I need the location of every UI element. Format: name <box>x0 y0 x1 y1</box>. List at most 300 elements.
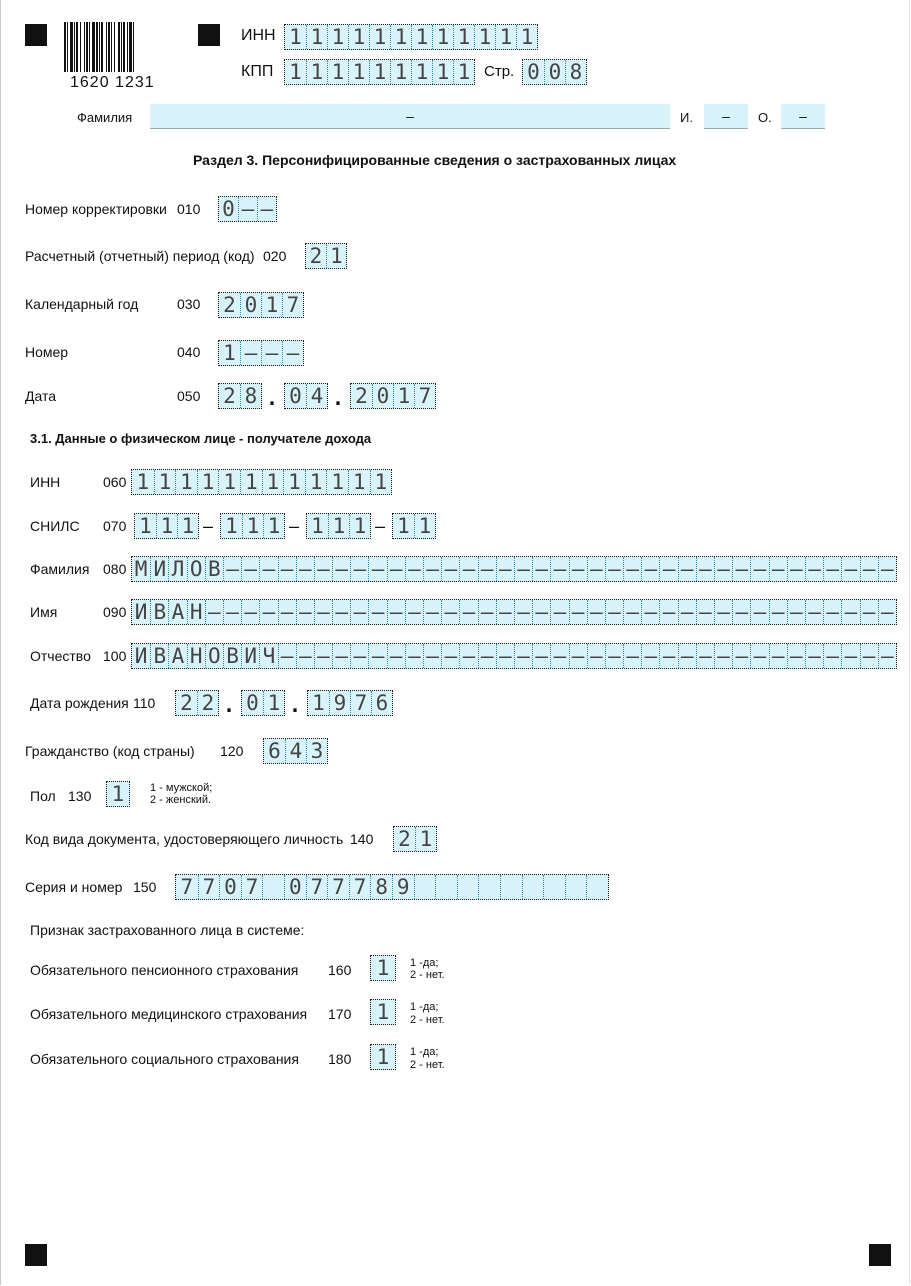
year-code: 030 <box>177 296 201 312</box>
char-cell: – <box>823 644 841 668</box>
snils-group-3[interactable] <box>306 513 371 539</box>
char-cell: – <box>569 600 587 624</box>
snils-group-1[interactable] <box>134 513 199 539</box>
char-cell: – <box>587 644 605 668</box>
char-cell <box>543 875 565 899</box>
char-cell: – <box>750 557 768 581</box>
char-cell: – <box>569 557 587 581</box>
char-cell: – <box>841 557 859 581</box>
char-cell: 2 <box>197 691 218 715</box>
char-cell: – <box>259 557 277 581</box>
char-cell: – <box>587 600 605 624</box>
char-cell: 1 <box>136 470 150 494</box>
char-cell: 1 <box>305 470 327 494</box>
gender-field[interactable] <box>106 781 130 807</box>
name-field[interactable] <box>131 599 897 625</box>
char-cell: – <box>296 644 314 668</box>
char-cell: В <box>223 644 241 668</box>
char-cell: 1 <box>453 60 474 84</box>
char-cell: О <box>205 644 223 668</box>
birthdate-code: 110 <box>133 695 156 711</box>
header-kpp-field[interactable] <box>284 59 475 85</box>
char-cell: 1 <box>348 60 369 84</box>
char-cell: – <box>257 197 276 221</box>
char-cell: – <box>496 557 514 581</box>
char-cell: Ч <box>259 644 277 668</box>
corner-marker-bottom-right <box>869 1244 891 1266</box>
char-cell: 1 <box>218 470 240 494</box>
snils-group-4[interactable] <box>392 513 436 539</box>
char-cell: Н <box>187 644 205 668</box>
pension-field[interactable] <box>370 955 396 981</box>
char-cell: – <box>350 644 368 668</box>
char-cell: 1 <box>411 25 432 49</box>
char-cell: – <box>623 644 641 668</box>
barcode-number: 1620 1231 <box>70 74 155 91</box>
char-cell: 0 <box>372 384 393 408</box>
char-cell: 1 <box>516 25 537 49</box>
char-cell: 1 <box>177 514 198 538</box>
birthdate-label: Дата рождения <box>30 695 129 711</box>
char-cell: – <box>387 557 405 581</box>
social-hint-no: 2 - нет. <box>410 1059 445 1071</box>
char-cell: – <box>860 557 878 581</box>
char-cell: – <box>696 600 714 624</box>
pension-hint-yes: 1 -да; <box>410 957 439 969</box>
char-cell: – <box>860 644 878 668</box>
correction-label: Номер корректировки <box>25 201 167 217</box>
char-cell: 1 <box>139 514 152 538</box>
medical-field[interactable] <box>370 999 396 1025</box>
char-cell: – <box>678 644 696 668</box>
social-code: 180 <box>328 1051 352 1067</box>
char-cell: – <box>282 341 303 365</box>
char-cell: – <box>641 557 659 581</box>
char-cell: 7 <box>350 691 371 715</box>
char-cell: Л <box>168 557 186 581</box>
char-cell: – <box>532 557 550 581</box>
char-cell: М <box>134 557 148 581</box>
series-code: 150 <box>133 879 157 895</box>
char-cell: 1 <box>432 25 453 49</box>
header-inn-label: ИНН <box>241 27 276 44</box>
char-cell: – <box>350 557 368 581</box>
char-cell: – <box>641 644 659 668</box>
corner-marker-bottom-left <box>25 1244 47 1266</box>
char-cell: – <box>314 600 332 624</box>
char-cell: – <box>878 600 896 624</box>
char-cell: А <box>168 600 186 624</box>
char-cell: 7 <box>198 875 220 899</box>
char-cell: – <box>605 600 623 624</box>
header-surname-field[interactable]: – <box>150 104 670 129</box>
char-cell: 1 <box>348 25 369 49</box>
char-cell: 1 <box>376 1045 390 1069</box>
birthdate-dot-2: . <box>289 693 302 717</box>
char-cell: – <box>368 644 386 668</box>
char-cell: – <box>423 557 441 581</box>
char-cell: – <box>659 557 677 581</box>
period-label: Расчетный (отчетный) период (код) <box>25 248 255 264</box>
char-cell: – <box>787 600 805 624</box>
person-inn-field[interactable] <box>131 469 392 495</box>
char-cell: – <box>769 644 787 668</box>
header-initial-o-field[interactable]: – <box>781 104 825 129</box>
char-cell: 0 <box>284 875 306 899</box>
char-cell: 8 <box>565 60 586 84</box>
char-cell: – <box>459 644 477 668</box>
char-cell: 1 <box>390 25 411 49</box>
medical-hint-no: 2 - нет. <box>410 1014 445 1026</box>
char-cell: – <box>261 341 282 365</box>
subsection-title: 3.1. Данные о физическом лице - получателе дохода <box>30 431 372 446</box>
char-cell: 7 <box>306 875 328 899</box>
char-cell: – <box>332 644 350 668</box>
char-cell: – <box>605 557 623 581</box>
char-cell: 2 <box>309 244 323 268</box>
char-cell: – <box>405 557 423 581</box>
char-cell: 1 <box>242 514 263 538</box>
surname-field[interactable] <box>131 556 897 582</box>
char-cell: – <box>223 557 241 581</box>
char-cell: 1 <box>453 25 474 49</box>
char-cell: – <box>278 644 296 668</box>
char-cell: – <box>296 557 314 581</box>
char-cell: – <box>569 644 587 668</box>
char-cell: – <box>550 644 568 668</box>
char-cell: – <box>696 557 714 581</box>
char-cell <box>522 875 544 899</box>
char-cell: 0 <box>246 691 259 715</box>
gender-label: Пол <box>30 788 56 804</box>
char-cell: 8 <box>370 875 392 899</box>
char-cell: – <box>387 644 405 668</box>
barcode-image <box>62 22 182 72</box>
social-hint-yes: 1 -да; <box>410 1046 439 1058</box>
header-surname-label: Фамилия <box>77 110 133 125</box>
char-cell: – <box>441 644 459 668</box>
char-cell: – <box>841 600 859 624</box>
char-cell: 1 <box>154 470 176 494</box>
char-cell: И <box>150 557 168 581</box>
medical-hint-yes: 1 -да; <box>410 1001 439 1013</box>
patronymic-field[interactable] <box>131 643 897 669</box>
date-code: 050 <box>177 388 201 404</box>
char-cell: 6 <box>268 739 281 763</box>
header-inn-field[interactable] <box>284 24 538 50</box>
char-cell <box>435 875 457 899</box>
char-cell: – <box>659 644 677 668</box>
snils-label: СНИЛС <box>30 518 80 534</box>
char-cell: 2 <box>180 691 193 715</box>
char-cell: – <box>514 600 532 624</box>
char-cell: – <box>314 644 332 668</box>
date-dot-1: . <box>266 386 279 410</box>
doc-type-code: 140 <box>350 831 374 847</box>
char-cell: А <box>168 644 186 668</box>
char-cell: – <box>350 600 368 624</box>
char-cell: – <box>423 644 441 668</box>
char-cell: – <box>368 600 386 624</box>
char-cell: 1 <box>156 514 177 538</box>
char-cell: 1 <box>175 470 197 494</box>
char-cell: 7 <box>327 875 349 899</box>
number-label: Номер <box>25 344 69 360</box>
date-day-field[interactable] <box>218 383 262 409</box>
person-inn-code: 060 <box>103 474 127 490</box>
series-label: Серия и номер <box>25 879 123 895</box>
snils-dash-1: – <box>203 516 214 536</box>
char-cell <box>262 875 284 899</box>
char-cell: – <box>678 600 696 624</box>
char-cell: 1 <box>327 25 348 49</box>
char-cell <box>500 875 522 899</box>
char-cell: – <box>314 557 332 581</box>
char-cell: – <box>714 600 732 624</box>
char-cell: 1 <box>223 341 236 365</box>
snils-dash-2: – <box>289 516 300 536</box>
section-title: Раздел 3. Персонифицированные сведения о застрахованных лицах <box>193 152 677 168</box>
year-field[interactable] <box>218 292 304 318</box>
char-cell: 1 <box>327 60 348 84</box>
char-cell: – <box>714 557 732 581</box>
page-number-field[interactable] <box>522 59 587 85</box>
char-cell: – <box>478 600 496 624</box>
char-cell: – <box>769 600 787 624</box>
correction-code: 010 <box>177 201 201 217</box>
char-cell: – <box>459 557 477 581</box>
char-cell: – <box>805 557 823 581</box>
medical-label: Обязательного медицинского страхования <box>30 1006 308 1022</box>
birthdate-day-field[interactable] <box>175 690 219 716</box>
char-cell: 1 <box>312 691 325 715</box>
pension-hint-no: 2 - нет. <box>410 969 445 981</box>
char-cell: 1 <box>376 956 390 980</box>
char-cell: – <box>238 197 257 221</box>
char-cell: 1 <box>240 470 262 494</box>
char-cell: 1 <box>432 60 453 84</box>
gender-hint-female: 2 - женский. <box>150 794 212 806</box>
char-cell: – <box>678 557 696 581</box>
char-cell: – <box>241 600 259 624</box>
doc-type-label: Код вида документа, удостоверяющего личность <box>25 831 344 847</box>
social-field[interactable] <box>370 1044 396 1070</box>
char-cell: – <box>514 644 532 668</box>
char-cell: – <box>750 600 768 624</box>
pension-label: Обязательного пенсионного страхования <box>30 962 299 978</box>
char-cell: 1 <box>376 1000 390 1024</box>
header-initial-o-label: О. <box>758 110 772 125</box>
correction-field[interactable] <box>218 196 277 222</box>
char-cell: – <box>532 644 550 668</box>
char-cell: О <box>187 557 205 581</box>
char-cell: И <box>134 644 148 668</box>
char-cell: 0 <box>222 197 235 221</box>
char-cell: – <box>223 600 241 624</box>
char-cell: – <box>587 557 605 581</box>
char-cell: – <box>368 557 386 581</box>
char-cell: – <box>278 557 296 581</box>
char-cell: – <box>278 600 296 624</box>
char-cell: – <box>805 644 823 668</box>
char-cell: – <box>550 600 568 624</box>
char-cell: И <box>134 600 148 624</box>
number-code: 040 <box>177 344 201 360</box>
char-cell: – <box>623 557 641 581</box>
char-cell: 1 <box>349 514 370 538</box>
char-cell: 1 <box>414 514 435 538</box>
header-kpp-label: КПП <box>241 63 274 80</box>
char-cell: 1 <box>289 60 302 84</box>
char-cell <box>565 875 587 899</box>
char-cell: 1 <box>306 60 327 84</box>
char-cell: 0 <box>289 384 302 408</box>
char-cell: 1 <box>261 293 282 317</box>
char-cell: 1 <box>289 25 302 49</box>
char-cell: – <box>641 600 659 624</box>
char-cell: – <box>496 644 514 668</box>
char-cell: – <box>732 644 750 668</box>
char-cell: 1 <box>263 691 284 715</box>
char-cell: 9 <box>392 875 414 899</box>
char-cell: 4 <box>285 739 306 763</box>
char-cell: – <box>478 557 496 581</box>
series-field[interactable] <box>175 874 609 900</box>
birthdate-year-field[interactable] <box>307 690 393 716</box>
char-cell: 8 <box>240 384 261 408</box>
char-cell <box>457 875 479 899</box>
char-cell: 1 <box>328 514 349 538</box>
doc-type-field[interactable] <box>393 826 437 852</box>
date-month-field[interactable] <box>284 383 328 409</box>
gender-code: 130 <box>68 788 92 804</box>
char-cell: – <box>769 557 787 581</box>
char-cell: 1 <box>197 470 219 494</box>
birthdate-dot-1: . <box>223 693 236 717</box>
corner-marker-top-right <box>198 24 220 46</box>
char-cell: – <box>259 600 277 624</box>
char-cell: – <box>732 600 750 624</box>
surname-code: 080 <box>103 561 127 577</box>
char-cell: – <box>496 600 514 624</box>
gender-hint-male: 1 - мужской; <box>150 782 213 794</box>
char-cell: – <box>459 600 477 624</box>
char-cell: 1 <box>397 514 410 538</box>
char-cell: – <box>787 557 805 581</box>
char-cell: – <box>205 600 223 624</box>
char-cell: В <box>150 644 168 668</box>
birthdate-month-field[interactable] <box>241 690 285 716</box>
char-cell: 1 <box>495 25 516 49</box>
date-label: Дата <box>25 388 57 404</box>
header-initial-i-field[interactable]: – <box>704 104 748 129</box>
char-cell: – <box>550 557 568 581</box>
char-cell: – <box>623 600 641 624</box>
char-cell: 2 <box>223 293 236 317</box>
snils-dash-3: – <box>375 516 386 536</box>
surname-label: Фамилия <box>30 561 90 577</box>
char-cell: 1 <box>348 470 370 494</box>
char-cell: В <box>205 557 223 581</box>
char-cell: – <box>878 557 896 581</box>
char-cell: – <box>787 644 805 668</box>
char-cell: 3 <box>306 739 327 763</box>
char-cell: 7 <box>241 875 263 899</box>
char-cell: 7 <box>349 875 371 899</box>
char-cell: 1 <box>393 384 414 408</box>
char-cell: – <box>332 600 350 624</box>
char-cell: 1 <box>311 514 324 538</box>
char-cell: – <box>841 644 859 668</box>
char-cell: – <box>441 557 459 581</box>
header-initial-i-label: И. <box>680 110 693 125</box>
char-cell: 1 <box>283 470 305 494</box>
citizenship-code: 120 <box>220 743 244 759</box>
period-field[interactable] <box>305 243 347 269</box>
patronymic-label: Отчество <box>30 648 91 664</box>
person-inn-label: ИНН <box>30 474 61 490</box>
citizenship-field[interactable] <box>263 738 328 764</box>
date-dot-2: . <box>332 386 345 410</box>
char-cell: 7 <box>414 384 435 408</box>
char-cell: – <box>823 600 841 624</box>
char-cell: 1 <box>369 60 390 84</box>
char-cell: – <box>241 557 259 581</box>
char-cell <box>478 875 500 899</box>
char-cell: – <box>750 644 768 668</box>
date-year-field[interactable] <box>350 383 436 409</box>
char-cell: – <box>387 600 405 624</box>
number-field[interactable] <box>218 340 304 366</box>
char-cell: 7 <box>180 875 194 899</box>
char-cell: И <box>241 644 259 668</box>
char-cell: – <box>659 600 677 624</box>
char-cell: – <box>860 600 878 624</box>
char-cell <box>414 875 436 899</box>
char-cell: – <box>405 644 423 668</box>
year-label: Календарный год <box>25 296 139 312</box>
char-cell: В <box>150 600 168 624</box>
char-cell: – <box>696 644 714 668</box>
char-cell: – <box>823 557 841 581</box>
char-cell: 1 <box>111 782 125 806</box>
char-cell: – <box>332 557 350 581</box>
pension-code: 160 <box>328 962 352 978</box>
char-cell: 6 <box>371 691 392 715</box>
page-number-label: Стр. <box>484 63 515 80</box>
char-cell: – <box>478 644 496 668</box>
char-cell: 2 <box>223 384 236 408</box>
snils-group-2[interactable] <box>220 513 285 539</box>
char-cell: 1 <box>411 60 432 84</box>
char-cell: 1 <box>326 244 346 268</box>
patronymic-code: 100 <box>103 648 127 664</box>
char-cell: 0 <box>240 293 261 317</box>
char-cell: 0 <box>219 875 241 899</box>
name-label: Имя <box>30 604 58 620</box>
char-cell: 0 <box>527 60 540 84</box>
char-cell: Н <box>187 600 205 624</box>
period-code: 020 <box>263 248 287 264</box>
char-cell: – <box>423 600 441 624</box>
char-cell: – <box>296 600 314 624</box>
char-cell: 7 <box>282 293 303 317</box>
char-cell: 9 <box>329 691 350 715</box>
char-cell: – <box>532 600 550 624</box>
char-cell: 1 <box>390 60 411 84</box>
char-cell: 1 <box>262 470 284 494</box>
char-cell: 1 <box>225 514 238 538</box>
